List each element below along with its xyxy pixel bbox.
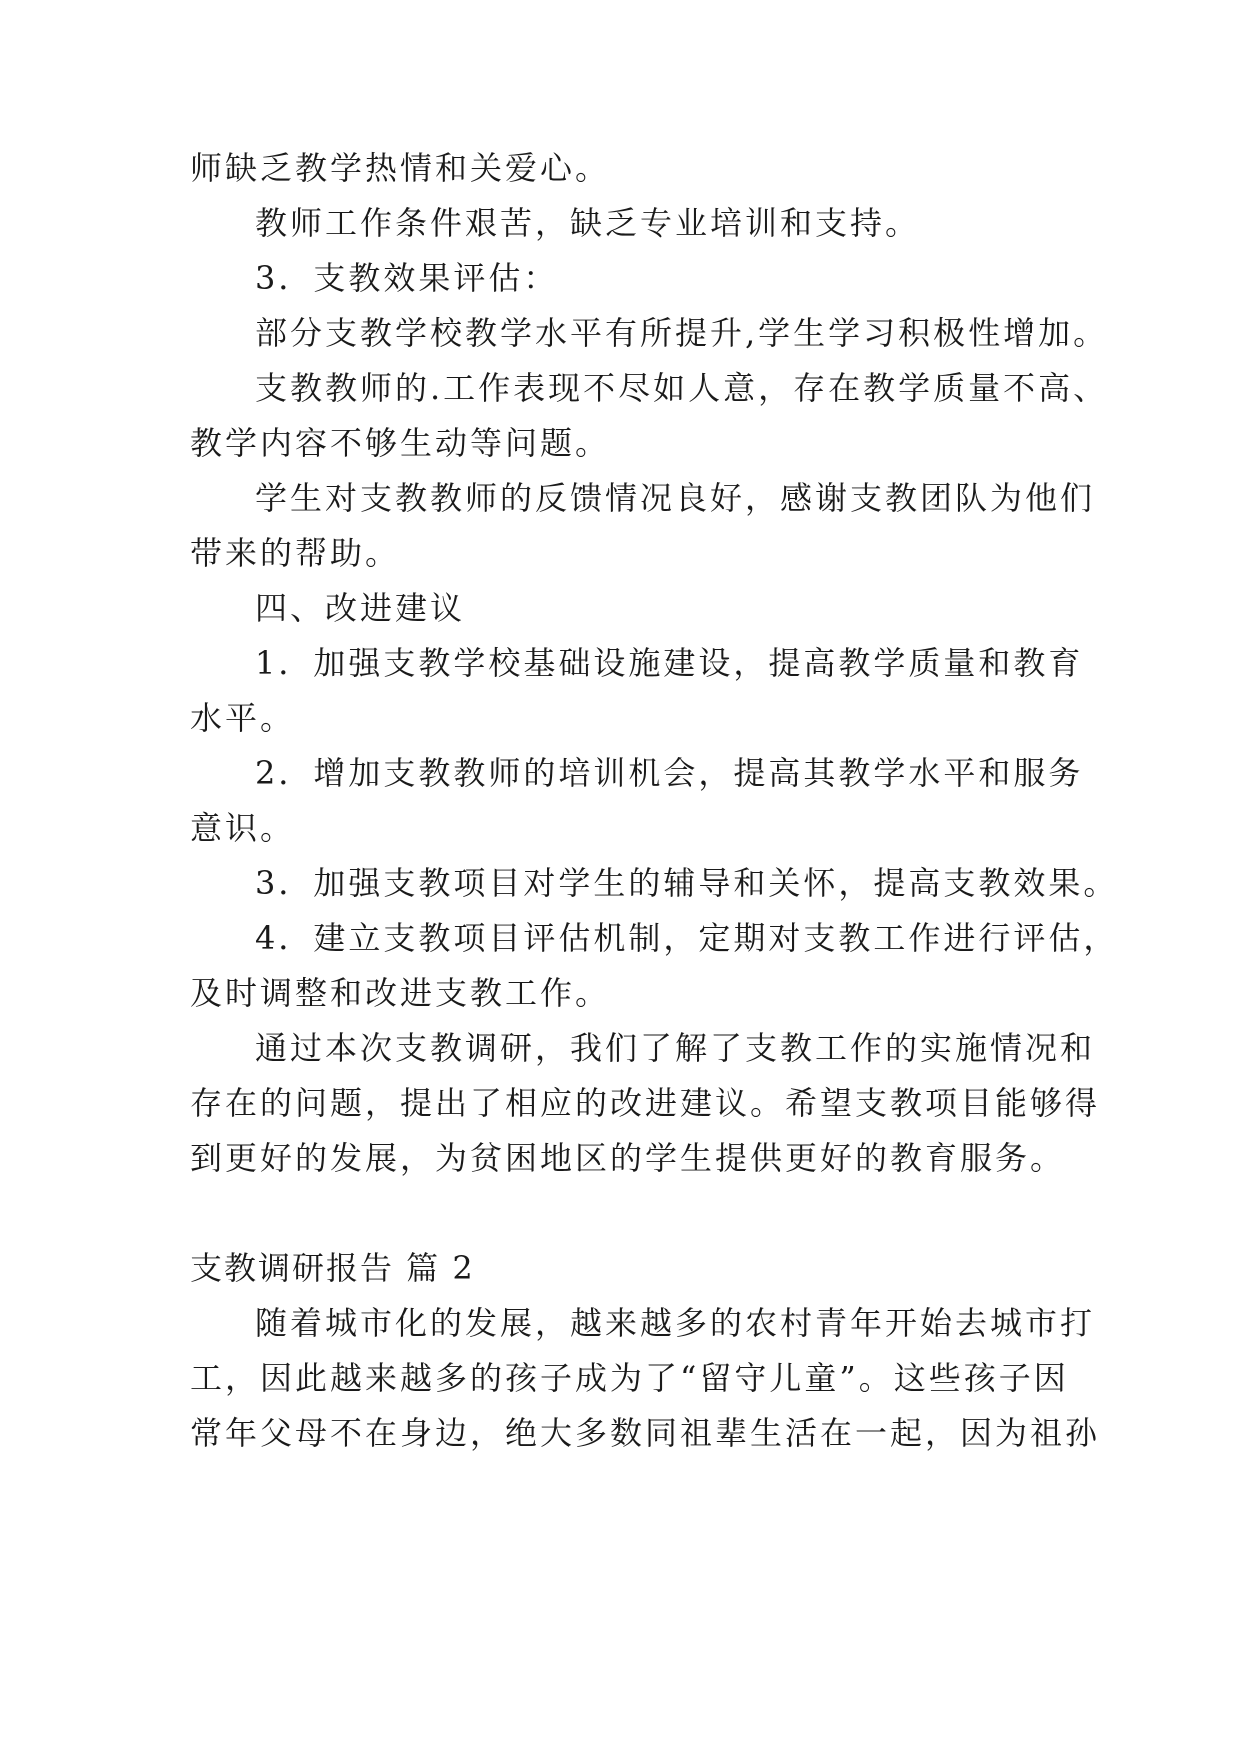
list-item-heading: 3．支教效果评估： xyxy=(255,259,559,297)
paragraph-line: 教师工作条件艰苦，缺乏专业培训和支持。 xyxy=(255,204,921,242)
paragraph-line: 存在的问题，提出了相应的改进建议。希望支教项目能够得 xyxy=(190,1084,1101,1122)
section-heading: 四、改进建议 xyxy=(255,589,466,627)
list-item: 1．加强支教学校基础设施建设，提高教学质量和教育 xyxy=(255,644,1084,682)
paragraph-line: 部分支教学校教学水平有所提升,学生学习积极性增加。 xyxy=(255,314,1109,352)
paragraph-line: 常年父母不在身边，绝大多数同祖辈生活在一起，因为祖孙 xyxy=(190,1414,1101,1452)
paragraph-line: 教学内容不够生动等问题。 xyxy=(190,424,611,462)
article-title: 支教调研报告 篇 2 xyxy=(190,1249,475,1287)
list-item-continued: 及时调整和改进支教工作。 xyxy=(190,974,611,1012)
paragraph-line: 随着城市化的发展，越来越多的农村青年开始去城市打 xyxy=(255,1304,1096,1342)
list-item: 2．增加支教教师的培训机会，提高其教学水平和服务 xyxy=(255,754,1084,792)
list-item-continued: 意识。 xyxy=(190,809,296,847)
paragraph-line: 到更好的发展，为贫困地区的学生提供更好的教育服务。 xyxy=(190,1139,1066,1177)
list-item-continued: 水平。 xyxy=(190,699,296,737)
paragraph-line: 通过本次支教调研，我们了解了支教工作的实施情况和 xyxy=(255,1029,1096,1067)
paragraph-line: 工，因此越来越多的孩子成为了“留守儿童”。这些孩子因 xyxy=(190,1359,1069,1397)
list-item: 3．加强支教项目对学生的辅导和关怀，提高支教效果。 xyxy=(255,864,1119,902)
list-item: 4．建立支教项目评估机制，定期对支教工作进行评估， xyxy=(255,919,1119,957)
paragraph-line: 带来的帮助。 xyxy=(190,534,401,572)
paragraph-line: 支教教师的.工作表现不尽如人意，存在教学质量不高、 xyxy=(255,369,1109,407)
paragraph-line: 学生对支教教师的反馈情况良好，感谢支教团队为他们 xyxy=(255,479,1096,517)
paragraph-line: 师缺乏教学热情和关爱心。 xyxy=(190,149,611,187)
